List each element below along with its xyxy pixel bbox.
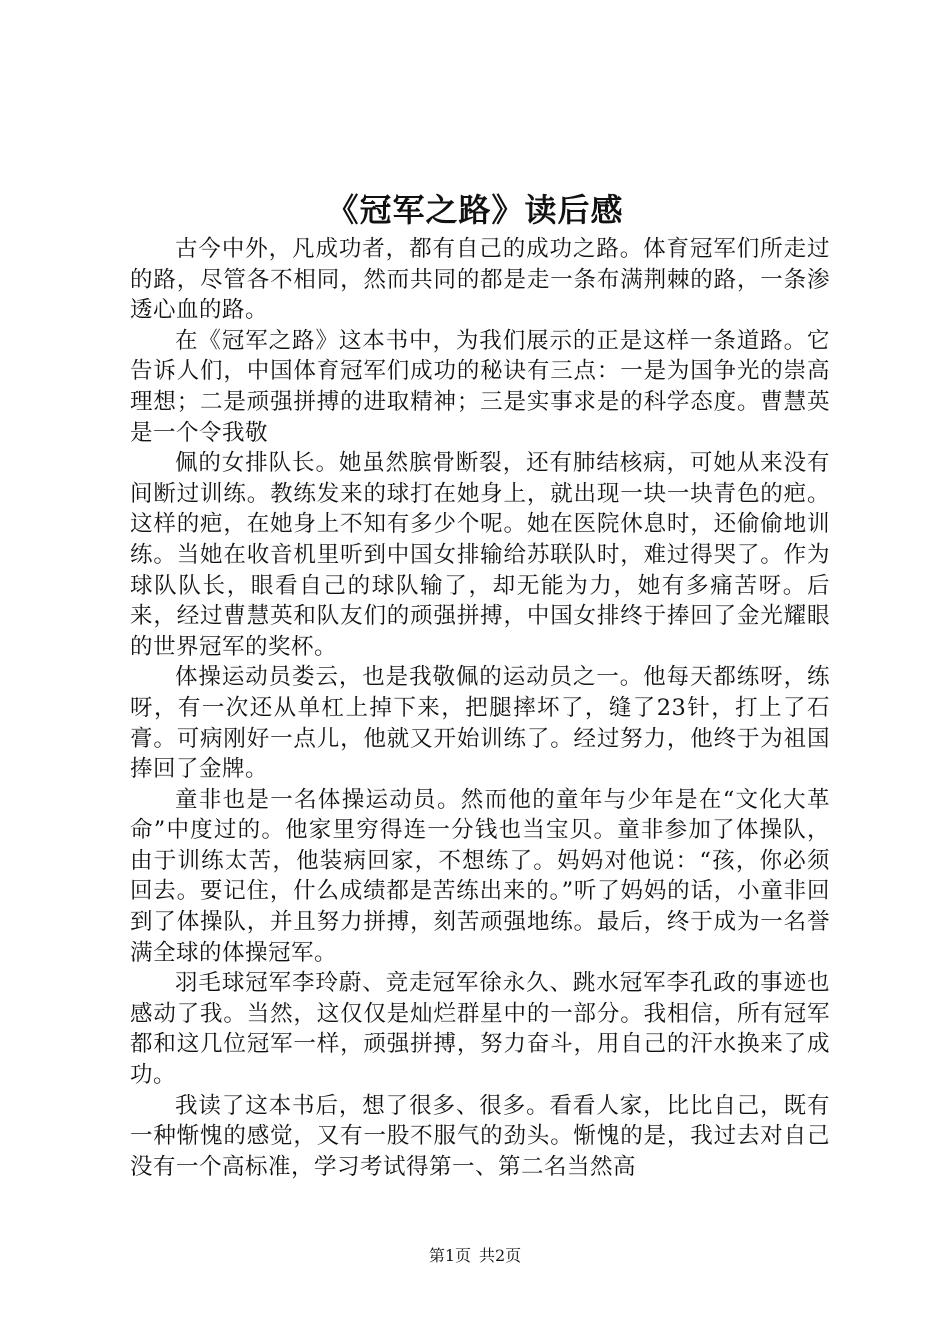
paragraph: 佩的女排队长。她虽然膑骨断裂，还有肺结核病，可她从来没有间断过训练。教练发来的球打在她身上，就出现一块一块青色的疤。这样的疤，在她身上不知有多少个呢。她在医院休息时，还偷偷地训练。当她在收音机里听到中国女排输给苏联队时，难过得哭了。作为球队队长，眼看自己的球队输了，却无能为力，她有多痛苦呀。后来，经过曹慧英和队友们的顽强拼搏，中国女排终于捧回了金光耀眼的世界冠军的奖杯。 <box>130 450 830 660</box>
page-number: 第1页 <box>428 1246 471 1265</box>
paragraph: 我读了这本书后，想了很多、很多。看看人家，比比自己，既有一种惭愧的感觉，又有一股不服气的劲头。惭愧的是，我过去对自己没有一个高标准，学习考试得第一、第二名当然高 <box>130 1092 830 1180</box>
paragraph: 羽毛球冠军李玲蔚、竞走冠军徐永久、跳水冠军李孔政的事迹也感动了我。当然，这仅仅是灿烂群星中的一部分。我相信，所有冠军都和这几位冠军一样，顽强拼搏，努力奋斗，用自己的汗水换来了成功。 <box>130 970 830 1089</box>
paragraph: 古今中外，凡成功者，都有自己的成功之路。体育冠军们所走过的路，尽管各不相同，然而共同的都是走一条布满荆棘的路，一条渗透心血的路。 <box>130 236 830 324</box>
page-title: 《冠军之路》读后感 <box>326 191 624 229</box>
page-total: 共2页 <box>479 1246 522 1265</box>
paragraph: 在《冠军之路》这本书中，为我们展示的正是这样一条道路。它告诉人们，中国体育冠军们成功的秘诀有三点：一是为国争光的崇高理想；二是顽强拼搏的进取精神；三是实事求是的科学态度。曹慧英是一个令我敬 <box>130 327 830 446</box>
paragraph: 体操运动员娄云，也是我敬佩的运动员之一。他每天都练呀，练呀，有一次还从单杠上掉下来，把腿摔坏了，缝了23针，打上了石膏。可病刚好一点儿，他就又开始训练了。经过努力，他终于为祖国捧回了金牌。 <box>130 664 830 783</box>
paragraph: 童非也是一名体操运动员。然而他的童年与少年是在“文化大革命”中度过的。他家里穷得连一分钱也当宝贝。童非参加了体操队，由于训练太苦，他装病回家，不想练了。妈妈对他说：“孩，你必须回去。要记住，什么成绩都是苦练出来的。”听了妈妈的话，小童非回到了体操队，并且努力拼搏，刻苦顽强地练。最后，终于成为一名誉满全球的体操冠军。 <box>130 786 830 966</box>
page-footer <box>0 1245 950 1267</box>
document-body <box>130 234 830 1182</box>
